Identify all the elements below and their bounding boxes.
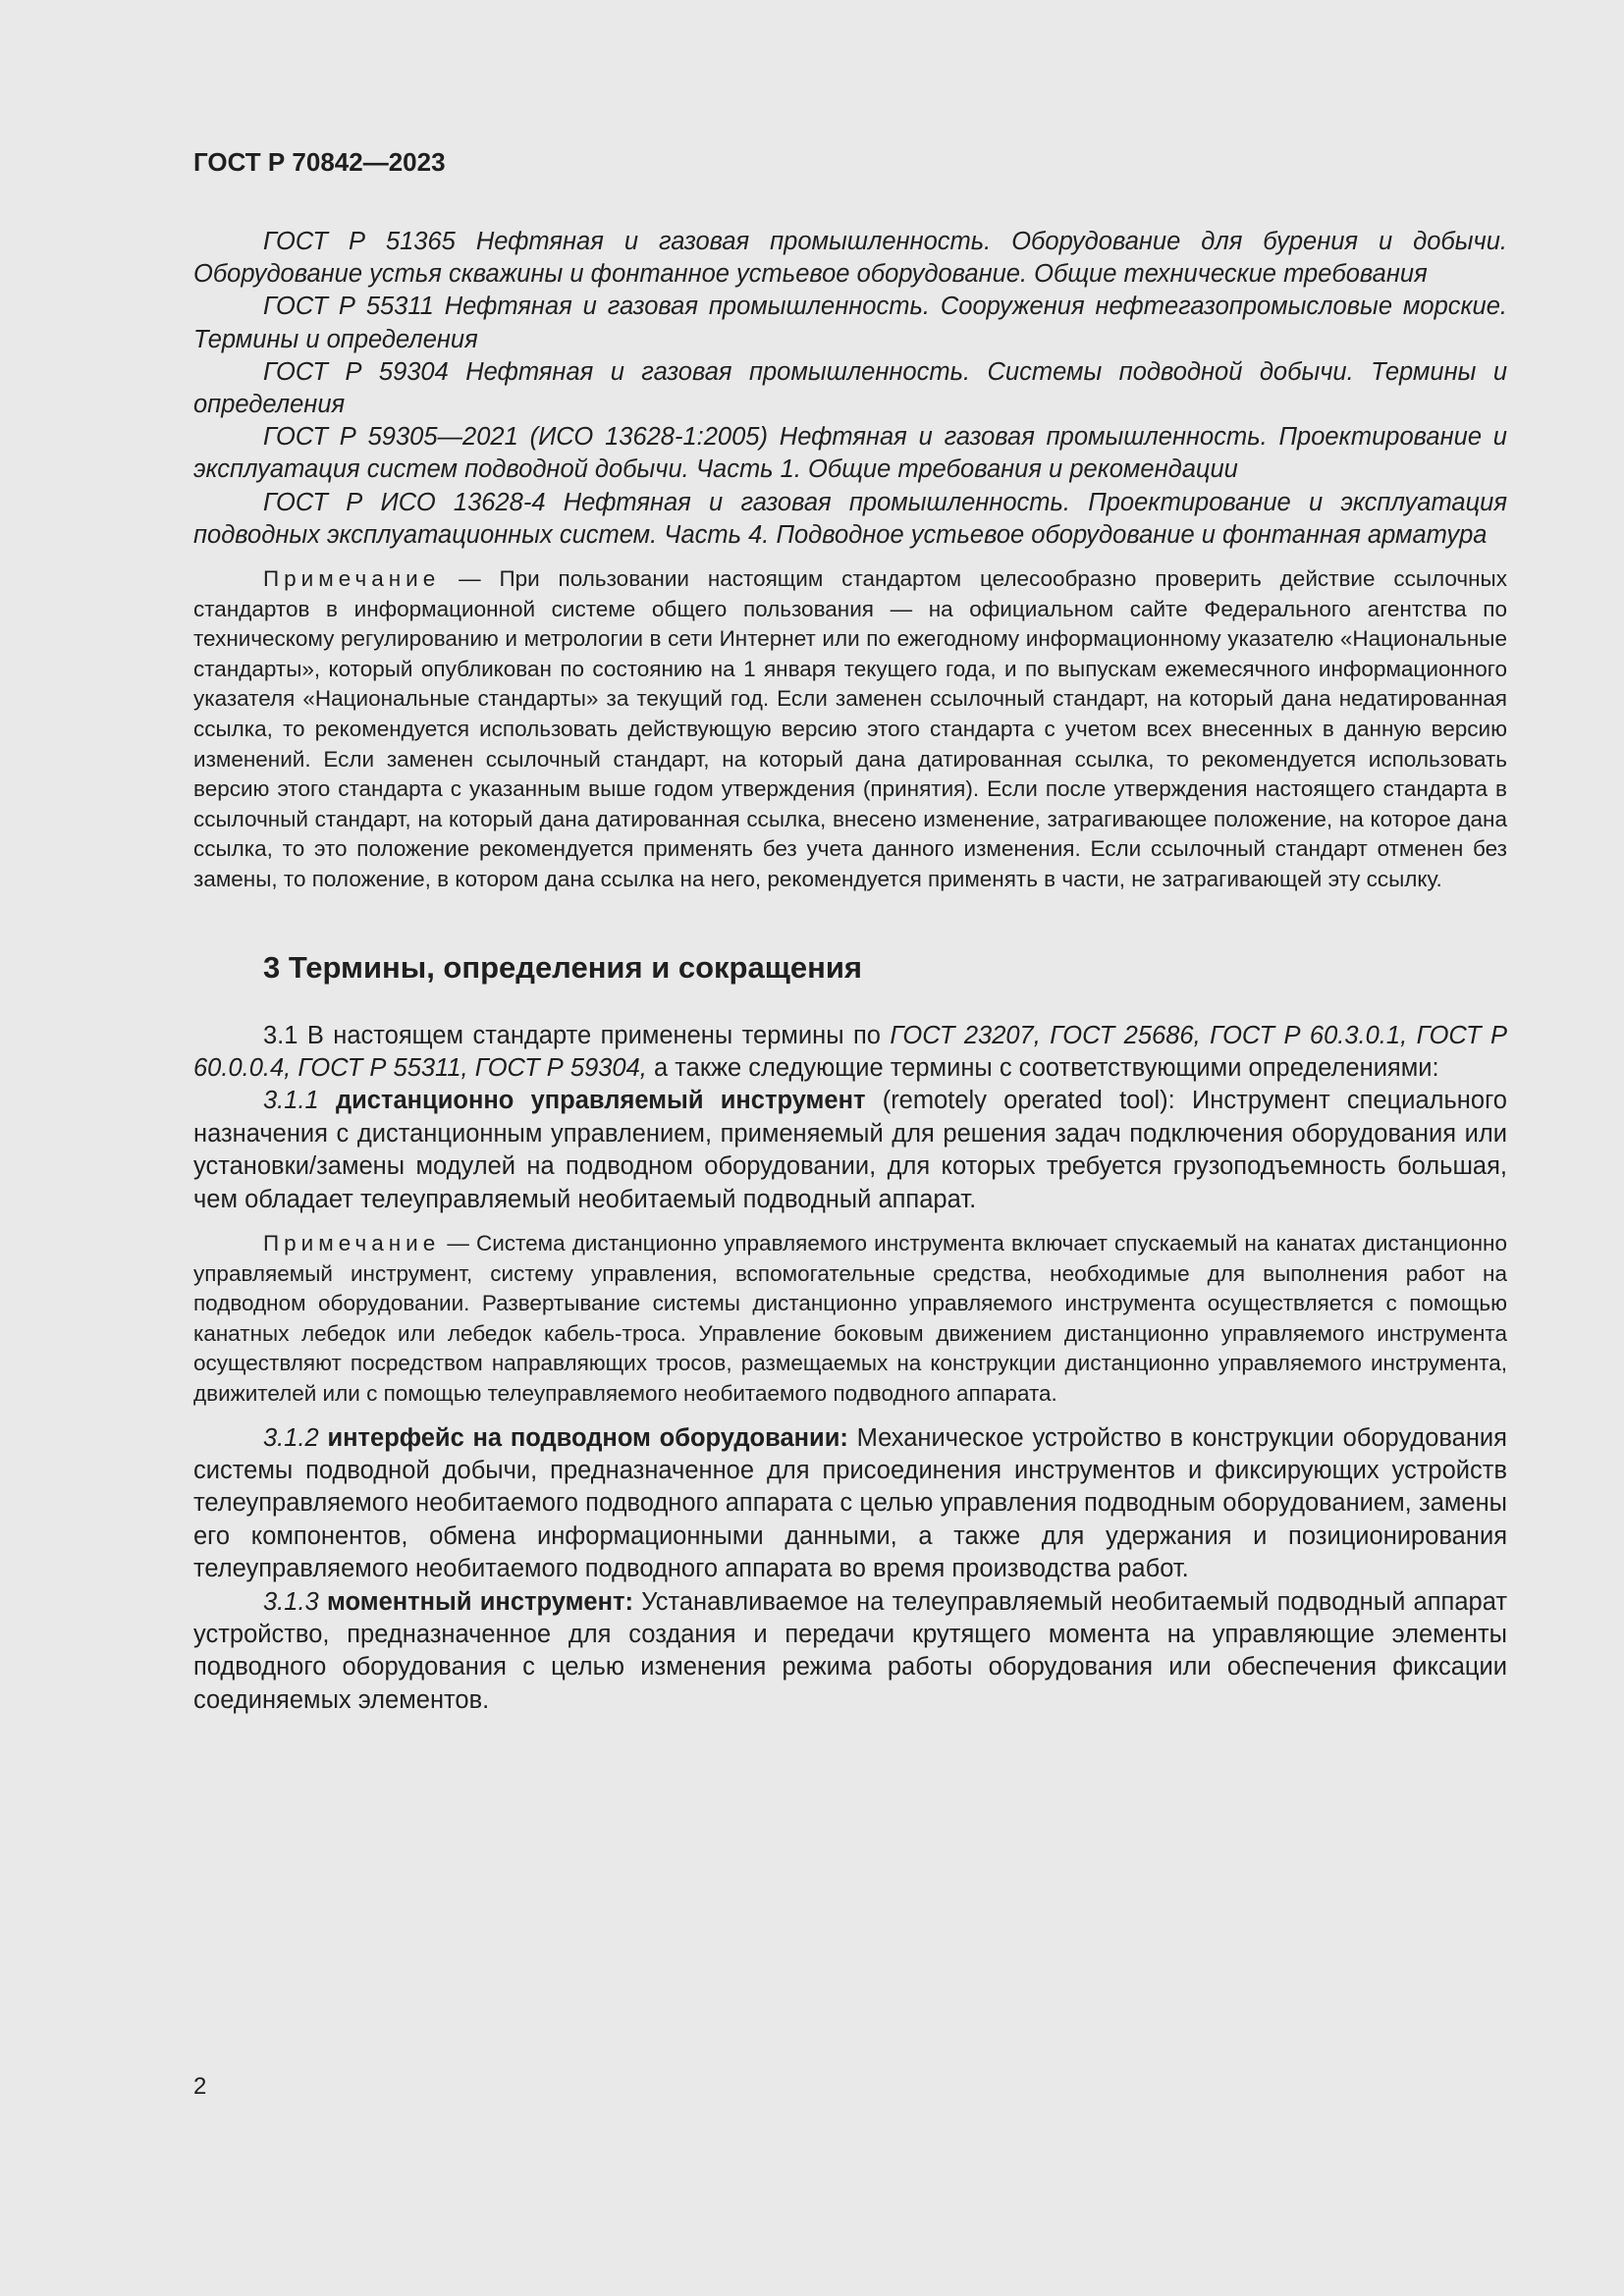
term-3-1-2: [193, 1422, 1507, 1586]
term-number: 3.1.3: [263, 1587, 319, 1616]
reference-item: ГОСТ Р 55311 Нефтяная и газовая промышленность. Сооружения нефтегазопромысловые морские. Термины и определения: [193, 293, 1507, 353]
note-text: При пользовании настоящим стандартом целесообразно проверить действие ссылочных стандартов в информационной системе общего пользования — на официальном сайте Федерального агентства по техническому регулированию и метрологии в сети Интернет или по ежегодному информационному указателю «Национальные стандарты», который опубликован по состоянию на 1 января текущего года, и по выпускам ежемесячного информационного указателя «Национальные стандарты» за текущий год. Если заменен ссылочный стандарт, на который дана недатированная ссылка, то рекомендуется использовать действующую версию этого стандарта с учетом всех внесенных в данную версию изменений. Если заменен ссылочный стандарт, на который дана датированная ссылка, то рекомендуется использовать версию этого стандарта с указанным выше годом утверждения (принятия). Если после утверждения настоящего стандарта в ссылочный стандарт, на который дана датированная ссылка, внесено изменение, затрагивающее положение, на которое дана ссылка, то это положение рекомендуется применять без учета данного изменения. Если ссылочный стандарт отменен без замены, то положение, в котором дана ссылка на него, рекомендуется применять в части, не затрагивающей эту ссылку.: [193, 566, 1507, 891]
term-3-1-1: [193, 1085, 1507, 1216]
section-intro: [193, 1020, 1507, 1086]
section-title: 3 Термины, определения и сокращения: [263, 949, 862, 985]
term-english: (remotely operated tool):: [865, 1087, 1175, 1115]
reference-item: ГОСТ Р ИСО 13628-4 Нефтяная и газовая промышленность. Проектирование и эксплуатация подводных эксплуатационных систем. Часть 4. Подводное устьевое оборудование и фонтанная арматура: [193, 488, 1507, 549]
term-number: 3.1.2: [263, 1423, 319, 1452]
reference-item: ГОСТ Р 59305—2021 (ИСО 13628-1:2005) Нефтяная и газовая промышленность. Проектирование и эксплуатация систем подводной добычи. Часть 1. Общие требования и рекомендации: [193, 423, 1507, 484]
note-text: Система дистанционно управляемого инструмента включает спускаемый на канатах дистанционно управляемый инструмент, систему управления, вспомогательные средства, необходимые для выполнения работ на подводном оборудовании. Развертывание системы дистанционно управляемого инструмента осуществляется с помощью канатных лебедок или лебедок кабель-троса. Управление боковым движением дистанционно управляемого инструмента осуществляют посредством направляющих тросов, размещаемых на конструкции дистанционно управляемого инструмента, движителей или с помощью телеуправляемого необитаемого подводного аппарата.: [193, 1231, 1507, 1406]
term-name: интерфейс на подводном оборудовании:: [327, 1423, 848, 1452]
note-label: Примечание: [263, 1231, 441, 1255]
intro-prefix: 3.1 В настоящем стандарте применены термины по: [263, 1021, 891, 1049]
note-label: Примечание: [263, 566, 441, 592]
document-page: [193, 145, 1507, 1717]
term-name: дистанционно управляемый инструмент: [335, 1087, 866, 1115]
term-number: 3.1.1: [263, 1087, 319, 1115]
references-note: [193, 564, 1507, 895]
reference-item: ГОСТ Р 59304 Нефтяная и газовая промышленность. Системы подводной добычи. Термины и определения: [193, 357, 1507, 419]
term-definition: Инструмент специального назначения с дистанционным управлением, применяемый для решения задач подключения оборудования или установки/замены модулей на подводном оборудовании, для которых требуется грузоподъемность большая, чем обладает телеуправляемый необитаемый подводный аппарат.: [193, 1087, 1507, 1213]
term-definition: Устанавливаемое на телеуправляемый необитаемый подводный аппарат устройство, предназначенное для создания и передачи крутящего момента на управляющие элементы подводного оборудования с целью изменения режима работы оборудования или обеспечения фиксации соединяемых элементов.: [193, 1587, 1507, 1714]
page-number: 2: [193, 2073, 207, 2100]
intro-refs: ГОСТ 23207, ГОСТ 25686, ГОСТ Р 60.3.0.1, ГОСТ Р 60.0.0.4, ГОСТ Р 55311, ГОСТ Р 59304,: [193, 1021, 1508, 1082]
references-list: [193, 226, 1507, 552]
term-definition: Механическое устройство в конструкции оборудования системы подводной добычи, предназначенное для присоединения инструментов и фиксирующих устройств телеуправляемого необитаемого подводного аппарата с целью управления подводным оборудованием, замены его компонентов, обмена информационными данными, а также для удержания и позиционирования телеуправляемого необитаемого подводного аппарата во время производства работ.: [193, 1423, 1507, 1583]
reference-item: ГОСТ Р 51365 Нефтяная и газовая промышленность. Оборудование для бурения и добычи. Оборудование устья скважины и фонтанное устьевое оборудование. Общие технические требования: [193, 228, 1507, 289]
note-dash: —: [459, 566, 481, 592]
document-header: ГОСТ Р 70842—2023: [193, 147, 446, 177]
term-3-1-3: [193, 1586, 1507, 1718]
term-note: [193, 1229, 1507, 1410]
intro-suffix: а также следующие термины с соответствующими определениями:: [646, 1053, 1439, 1082]
note-dash: —: [447, 1231, 469, 1255]
term-name: моментный инструмент:: [326, 1587, 633, 1616]
